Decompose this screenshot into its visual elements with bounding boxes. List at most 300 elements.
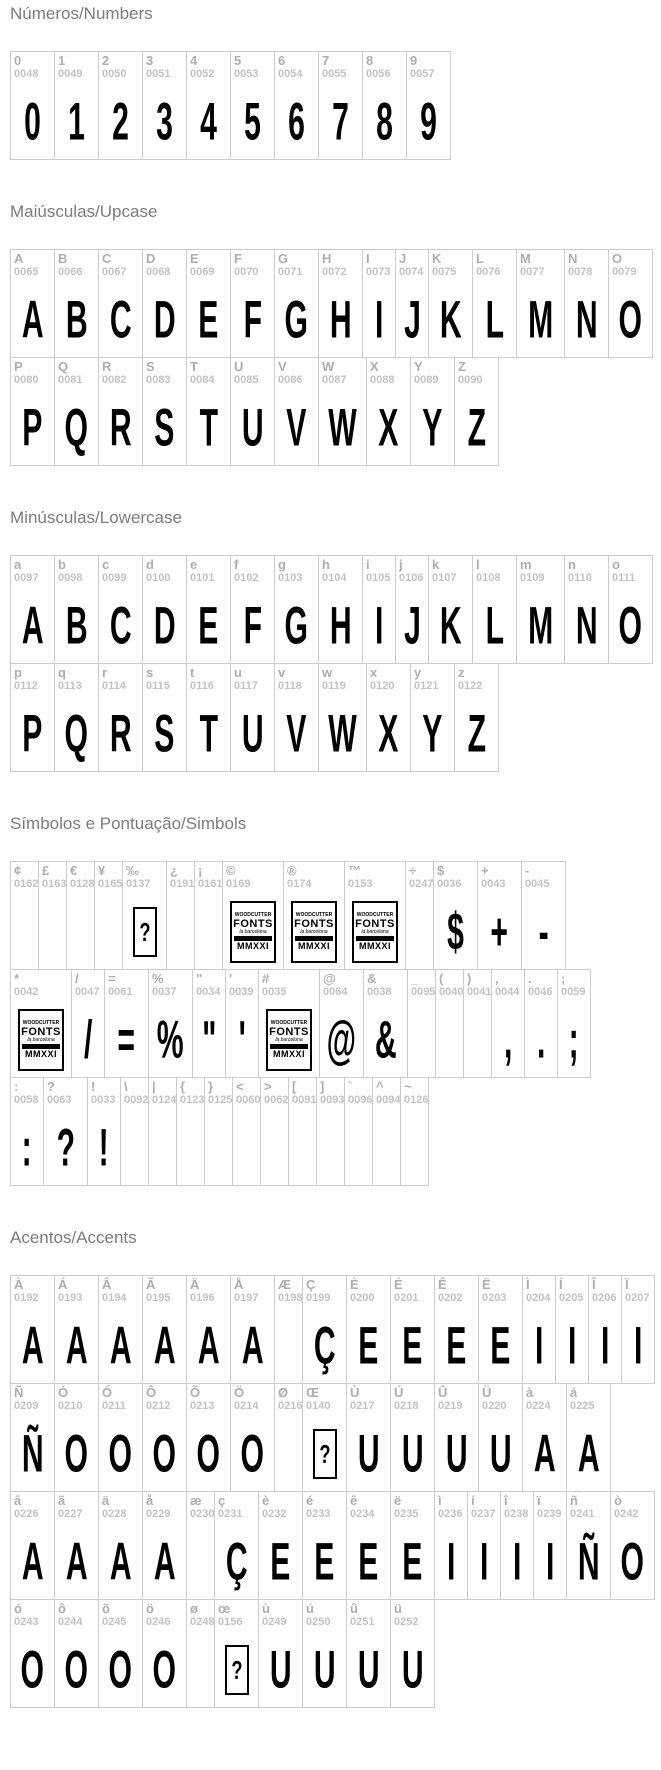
char-cell: [54, 1492, 98, 1599]
cell-unicode-code: 0195: [146, 1292, 171, 1304]
char-cell: [122, 862, 166, 969]
cell-header: [275, 250, 318, 283]
cell-glyph-area: [88, 1111, 120, 1185]
char-cell: [608, 556, 652, 663]
cell-char-label: ê: [350, 1493, 358, 1508]
char-cell: [230, 556, 274, 663]
glyph: A: [21, 1532, 44, 1592]
cell-unicode-code: 0210: [58, 1400, 83, 1412]
cell-char-label: û: [350, 1601, 358, 1616]
cell-unicode-code: 0169: [226, 878, 251, 890]
glyph: W: [328, 398, 357, 458]
cell-char-label: (: [439, 971, 444, 986]
cell-header: [408, 970, 435, 1003]
char-cell: [11, 1384, 54, 1491]
cell-unicode-code: 0041: [467, 986, 492, 998]
cell-glyph-area: [215, 1525, 258, 1599]
glyph: E: [198, 596, 219, 656]
cell-char-label: ¥: [98, 863, 106, 878]
cell-glyph-area: [367, 391, 410, 465]
cell-unicode-code: 0237: [471, 1508, 496, 1520]
cell-unicode-code: 0107: [432, 572, 457, 584]
cell-unicode-code: 0211: [102, 1400, 126, 1412]
cell-unicode-code: 0235: [394, 1508, 419, 1520]
logo-line: WOODCUTTER: [295, 912, 333, 918]
cell-glyph-area: [609, 283, 652, 357]
cell-char-label: 5: [234, 53, 242, 68]
cell-char-label: {: [180, 1079, 186, 1094]
cell-unicode-code: 0077: [520, 266, 545, 278]
cell-unicode-code: 0078: [568, 266, 593, 278]
cell-header: [187, 358, 230, 391]
cell-header: [303, 1384, 346, 1417]
cell-header: [364, 970, 407, 1003]
cell-unicode-code: 0038: [367, 986, 392, 998]
glyph: 6: [288, 92, 305, 152]
logo-line: WOODCUTTER: [22, 1020, 60, 1026]
cell-glyph-area: [303, 1525, 346, 1599]
cell-unicode-code: 0234: [350, 1508, 375, 1520]
cell-unicode-code: 0093: [320, 1094, 345, 1106]
glyph: I: [374, 290, 384, 350]
cell-glyph-area: [347, 1633, 390, 1707]
cell-glyph-area: [320, 1003, 363, 1077]
char-cell: [214, 1492, 258, 1599]
glyph: 8: [376, 92, 393, 152]
cell-glyph-area: [99, 697, 142, 771]
cell-char-label: â: [14, 1493, 22, 1508]
glyph: E: [446, 1316, 467, 1376]
cell-glyph-area: [95, 895, 122, 969]
cell-header: [275, 358, 318, 391]
cell-unicode-code: 0126: [404, 1094, 429, 1106]
cell-unicode-code: 0081: [58, 374, 83, 386]
cell-char-label: 4: [190, 53, 198, 68]
cell-glyph-area: [143, 697, 186, 771]
cell-header: [259, 1600, 302, 1633]
cell-char-label: Å: [234, 1277, 244, 1292]
char-cell: [274, 250, 318, 357]
char-cell: [344, 1078, 372, 1185]
glyph: 9: [420, 92, 437, 152]
cell-glyph-area: [143, 1417, 186, 1491]
cell-char-label: Ò: [58, 1385, 69, 1400]
cell-char-label: I: [366, 251, 370, 266]
cell-char-label: X: [370, 359, 379, 374]
logo-line: la barcelona: [361, 929, 389, 935]
char-cell: [11, 250, 54, 357]
cell-header: [492, 970, 524, 1003]
char-cell: [142, 52, 186, 159]
cell-unicode-code: 0046: [528, 986, 553, 998]
cell-header: [187, 1600, 214, 1633]
cell-header: [231, 1276, 274, 1309]
glyph: C: [109, 596, 132, 656]
cell-unicode-code: 0247: [409, 878, 434, 890]
cell-char-label: Ù: [350, 1385, 360, 1400]
cell-header: [55, 1276, 98, 1309]
glyph: ": [201, 1010, 217, 1070]
glyph: F: [243, 290, 262, 350]
cell-glyph-area: [411, 391, 454, 465]
cell-unicode-code: 0225: [570, 1400, 595, 1412]
glyph: A: [241, 1316, 264, 1376]
cell-char-label: a: [14, 557, 22, 572]
cell-char-label: >: [264, 1079, 272, 1094]
glyph: A: [21, 1316, 44, 1376]
char-cell: [608, 250, 652, 357]
cell-unicode-code: 0203: [482, 1292, 507, 1304]
cell-glyph-area: [11, 1309, 54, 1383]
char-cell: [564, 250, 608, 357]
cell-unicode-code: 0191: [170, 878, 195, 890]
cell-char-label: J: [399, 251, 407, 266]
cell-unicode-code: 0218: [394, 1400, 419, 1412]
cell-header: [123, 862, 166, 895]
cell-glyph-area: [429, 589, 472, 663]
glyph: O: [108, 1424, 133, 1484]
cell-glyph-area: [11, 85, 54, 159]
cell-glyph-area: [231, 85, 274, 159]
glyph: U: [241, 704, 264, 764]
cell-char-label: á: [570, 1385, 578, 1400]
section-title-lowercase: Minúsculas/Lowercase: [10, 508, 182, 527]
cell-unicode-code: 0040: [439, 986, 464, 998]
glyph: C: [109, 290, 132, 350]
char-cell: [319, 970, 363, 1077]
cell-char-label: Ë: [482, 1277, 491, 1292]
cell-char-label: P: [14, 359, 23, 374]
cell-header: [411, 358, 454, 391]
cell-char-label: x: [370, 665, 378, 680]
cell-header: [177, 1078, 204, 1111]
cell-unicode-code: 0249: [262, 1616, 287, 1628]
cell-header: [55, 664, 98, 697]
cell-char-label: ã: [58, 1493, 66, 1508]
cell-char-label: <: [236, 1079, 244, 1094]
woodcutter-logo-glyph: [18, 1009, 64, 1071]
cell-glyph-area: [565, 589, 608, 663]
cell-unicode-code: 0156: [218, 1616, 243, 1628]
cell-unicode-code: 0120: [370, 680, 395, 692]
cell-header: [479, 1276, 522, 1309]
notdef-question-mark: ?: [138, 916, 151, 947]
cell-unicode-code: 0055: [322, 68, 347, 80]
cell-glyph-area: [275, 283, 318, 357]
cell-unicode-code: 0216: [278, 1400, 303, 1412]
cell-header: [319, 556, 362, 589]
cell-header: [436, 970, 463, 1003]
cell-header: [11, 1492, 54, 1525]
cell-header: [275, 1276, 302, 1309]
cell-char-label: Ó: [102, 1385, 113, 1400]
cell-glyph-area: [523, 1417, 566, 1491]
char-cell: [38, 862, 66, 969]
char-cell: [390, 1276, 434, 1383]
cell-glyph-area: [464, 1003, 491, 1077]
char-cell: [491, 970, 524, 1077]
logo-line: MMXXI: [236, 941, 269, 951]
glyph: 0: [24, 92, 41, 152]
cell-unicode-code: 0153: [348, 878, 373, 890]
cell-unicode-code: 0094: [376, 1094, 401, 1106]
glyph: U: [357, 1424, 380, 1484]
cell-char-label: ÷: [409, 863, 417, 878]
cell-glyph-area: [231, 283, 274, 357]
cell-header: [347, 1276, 390, 1309]
glyph: T: [199, 398, 218, 458]
cell-char-label: ): [467, 971, 472, 986]
cell-glyph-area: [187, 697, 230, 771]
logo-line: MMXXI: [272, 1049, 305, 1059]
cell-header: [363, 52, 406, 85]
cell-char-label: r: [102, 665, 108, 680]
cell-header: [407, 52, 450, 85]
cell-header: [284, 862, 344, 895]
char-cell: [400, 1078, 428, 1185]
cell-header: [11, 52, 54, 85]
cell-char-label: ì: [438, 1493, 442, 1508]
cell-header: [622, 1276, 654, 1309]
cell-char-label: z: [458, 665, 465, 680]
cell-unicode-code: 0103: [278, 572, 303, 584]
cell-header: [455, 358, 498, 391]
cell-unicode-code: 0116: [190, 680, 214, 692]
cell-header: [99, 556, 142, 589]
cell-char-label: =: [108, 971, 116, 986]
cell-unicode-code: 0224: [526, 1400, 551, 1412]
cell-glyph-area: [303, 1309, 346, 1383]
char-cell: [477, 862, 521, 969]
cell-glyph-area: [187, 283, 230, 357]
cell-header: [55, 1492, 98, 1525]
cell-unicode-code: 0228: [102, 1508, 127, 1520]
char-cell: [478, 1276, 522, 1383]
cell-header: [275, 556, 318, 589]
char-cell: [472, 250, 516, 357]
cell-header: [558, 970, 590, 1003]
char-cell: [346, 1384, 390, 1491]
char-cell: [302, 1276, 346, 1383]
glyph: O: [108, 1640, 133, 1700]
cell-char-label: î: [504, 1493, 508, 1508]
char-cell: [346, 1276, 390, 1383]
glyph: A: [109, 1316, 132, 1376]
cell-header: [11, 1078, 43, 1111]
cell-char-label: ù: [262, 1601, 270, 1616]
cell-header: [121, 1078, 148, 1111]
cell-unicode-code: 0075: [432, 266, 457, 278]
glyph: 1: [68, 92, 85, 152]
logo-line: la barcelona: [300, 929, 328, 935]
cell-char-label: ;: [561, 971, 566, 986]
glyph: I: [600, 1316, 610, 1376]
cell-char-label: M: [520, 251, 531, 266]
cell-char-label: ¡: [198, 863, 203, 878]
cell-glyph-area: [99, 391, 142, 465]
cell-glyph-area: [345, 895, 405, 969]
cell-glyph-area: [55, 391, 98, 465]
glyph: O: [152, 1640, 177, 1700]
cell-unicode-code: 0085: [234, 374, 259, 386]
cell-glyph-area: [99, 1417, 142, 1491]
cell-unicode-code: 0034: [196, 986, 221, 998]
glyph: Ñ: [21, 1424, 44, 1484]
cell-glyph-area: [143, 283, 186, 357]
glyph: O: [152, 1424, 177, 1484]
char-cell: [230, 1384, 274, 1491]
cell-unicode-code: 0092: [124, 1094, 149, 1106]
cell-glyph-area: [319, 391, 366, 465]
char-cell: [302, 1600, 346, 1707]
char-cell: [621, 1276, 654, 1383]
char-cell: [142, 250, 186, 357]
cell-header: [435, 1492, 467, 1525]
cell-header: [479, 1384, 522, 1417]
cell-unicode-code: 0197: [234, 1292, 259, 1304]
cell-header: [534, 1492, 566, 1525]
cell-char-label: ^: [376, 1079, 384, 1094]
cell-header: [55, 358, 98, 391]
cell-glyph-area: [611, 1525, 654, 1599]
cell-header: [363, 556, 395, 589]
cell-glyph-area: [364, 1003, 407, 1077]
section-uppercase: [10, 202, 651, 466]
woodcutter-logo-glyph: [266, 1009, 312, 1071]
cell-glyph-area: [275, 1417, 302, 1491]
cell-header: [261, 1078, 288, 1111]
glyph: ,: [503, 1010, 513, 1070]
cell-char-label: Â: [102, 1277, 112, 1292]
glyph: X: [378, 704, 399, 764]
glyph: 2: [112, 92, 129, 152]
cell-glyph-area: [523, 1309, 555, 1383]
cell-char-label: [: [292, 1079, 297, 1094]
cell-char-label: E: [190, 251, 199, 266]
cell-char-label: Q: [58, 359, 69, 374]
cell-unicode-code: 0052: [190, 68, 215, 80]
cell-char-label: ó: [14, 1601, 22, 1616]
cell-glyph-area: [565, 283, 608, 357]
char-cell: [302, 1384, 346, 1491]
cell-header: [143, 1492, 186, 1525]
glyph: D: [153, 596, 176, 656]
glyph: E: [314, 1532, 335, 1592]
char-cell: [362, 250, 395, 357]
char-cell: [363, 970, 407, 1077]
cell-unicode-code: 0205: [559, 1292, 584, 1304]
char-cell: [11, 1600, 54, 1707]
glyph: L: [485, 290, 504, 350]
cell-header: [259, 1492, 302, 1525]
cell-glyph-area: [275, 85, 318, 159]
cell-unicode-code: 0048: [14, 68, 39, 80]
cell-unicode-code: 0233: [306, 1508, 331, 1520]
glyph: P: [22, 398, 43, 458]
notdef-question-mark: ?: [318, 1438, 331, 1469]
cell-header: [167, 862, 194, 895]
glyph: 5: [244, 92, 261, 152]
glyph: T: [199, 704, 218, 764]
cell-header: [317, 1078, 344, 1111]
cell-glyph-area: [479, 1417, 522, 1491]
char-cell: [610, 1492, 654, 1599]
char-cell: [142, 1384, 186, 1491]
glyph: O: [64, 1640, 89, 1700]
cell-glyph-area: [401, 1111, 428, 1185]
cell-unicode-code: 0198: [278, 1292, 303, 1304]
cell-header: [187, 556, 230, 589]
cell-glyph-area: [143, 1309, 186, 1383]
cell-glyph-area: [407, 85, 450, 159]
cell-unicode-code: 0193: [58, 1292, 83, 1304]
glyph: U: [313, 1640, 336, 1700]
cell-header: [99, 1492, 142, 1525]
cell-char-label: Ô: [146, 1385, 157, 1400]
char-cell: [230, 250, 274, 357]
char-cell: [366, 664, 410, 771]
cell-char-label: D: [146, 251, 156, 266]
cell-char-label: Õ: [190, 1385, 201, 1400]
cell-char-label: T: [190, 359, 198, 374]
char-cell: [283, 862, 344, 969]
cell-header: [347, 1384, 390, 1417]
cell-glyph-area: [143, 1633, 186, 1707]
cell-header: [429, 250, 472, 283]
cell-header: [223, 862, 283, 895]
cell-unicode-code: 0047: [75, 986, 100, 998]
cell-unicode-code: 0204: [526, 1292, 551, 1304]
cell-char-label: ä: [102, 1493, 110, 1508]
cell-glyph-area: [215, 1633, 258, 1707]
cell-char-label: Ê: [438, 1277, 447, 1292]
cell-glyph-area: [373, 1111, 400, 1185]
cell-char-label: Î: [592, 1277, 596, 1292]
cell-char-label: 7: [322, 53, 330, 68]
cell-unicode-code: 0161: [198, 878, 223, 890]
char-cell: [467, 1492, 500, 1599]
cell-header: [345, 1078, 372, 1111]
char-cell: [318, 664, 366, 771]
cell-header: [275, 664, 318, 697]
char-cell: [258, 970, 319, 1077]
cell-header: [319, 664, 366, 697]
cell-glyph-area: [319, 283, 362, 357]
glyph: I: [633, 1316, 643, 1376]
cell-header: [391, 1276, 434, 1309]
cell-char-label: g: [278, 557, 286, 572]
cell-unicode-code: 0106: [399, 572, 424, 584]
char-map-row: [10, 1077, 429, 1186]
char-cell: [225, 970, 258, 1077]
cell-char-label: L: [476, 251, 484, 266]
cell-char-label: G: [278, 251, 289, 266]
cell-glyph-area: [556, 1309, 588, 1383]
cell-unicode-code: 0091: [292, 1094, 317, 1106]
cell-unicode-code: 0063: [47, 1094, 72, 1106]
cell-char-label: B: [58, 251, 68, 266]
cell-char-label: b: [58, 557, 66, 572]
cell-char-label: 1: [58, 53, 66, 68]
cell-header: [567, 1492, 610, 1525]
char-cell: [54, 664, 98, 771]
cell-unicode-code: 0096: [348, 1094, 373, 1106]
cell-char-label: $: [437, 863, 445, 878]
cell-header: [231, 250, 274, 283]
char-cell: [204, 1078, 232, 1185]
char-cell: [372, 1078, 400, 1185]
cell-header: [303, 1276, 346, 1309]
